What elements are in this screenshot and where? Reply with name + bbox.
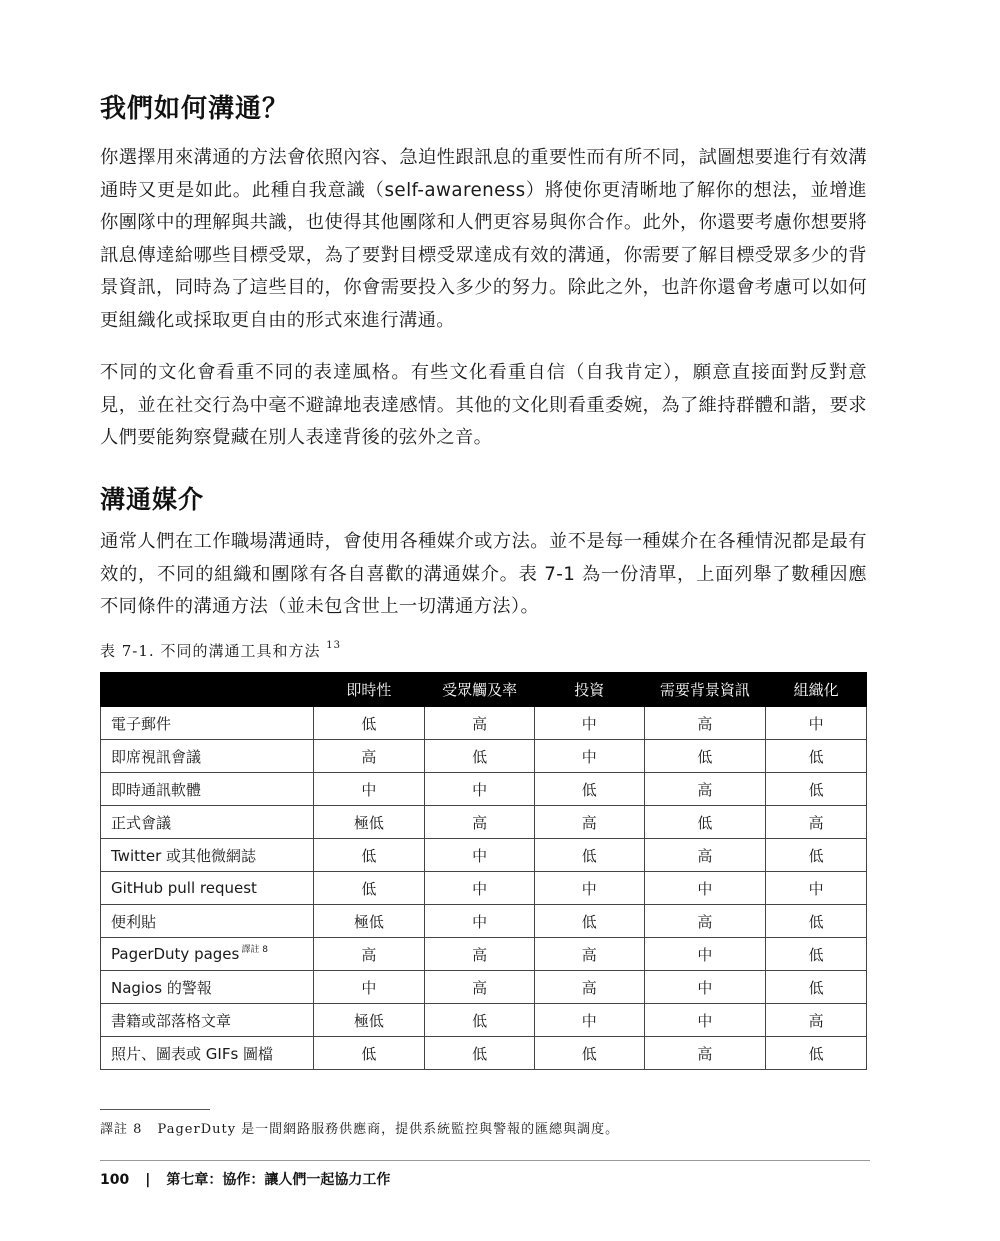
- rating-cell: 低: [425, 1037, 535, 1070]
- tool-name: 書籍或部落格文章: [111, 1011, 232, 1030]
- rating-cell: 低: [644, 740, 766, 773]
- rating-cell: 低: [313, 839, 425, 872]
- rating-cell: 中: [425, 773, 535, 806]
- rating-cell: 高: [425, 938, 535, 971]
- rating-cell: 極低: [313, 806, 425, 839]
- table-row: [101, 905, 867, 938]
- footer-divider: [100, 1160, 870, 1161]
- rating-cell: 高: [534, 806, 644, 839]
- tool-name-cell: [101, 806, 314, 839]
- tool-name: 電子郵件: [111, 714, 172, 733]
- tool-name: Twitter 或其他微網誌: [111, 846, 257, 865]
- tool-name: 便利貼: [111, 912, 157, 931]
- tool-name-cell: [101, 905, 314, 938]
- footnote-text: PagerDuty 是一間網路服務供應商，提供系統監控與警報的匯總與調度。: [157, 1122, 620, 1137]
- rating-cell: 高: [425, 971, 535, 1004]
- rating-cell: 低: [534, 1037, 644, 1070]
- table-header-cell: 投資: [534, 673, 644, 707]
- tool-name: 照片、圖表或 GIFs 圖檔: [111, 1044, 274, 1063]
- rating-cell: 中: [534, 707, 644, 740]
- table-row: [101, 707, 867, 740]
- table-caption-text: 表 7-1. 不同的溝通工具和方法: [100, 642, 321, 660]
- table-header-cell: 即時性: [313, 673, 425, 707]
- rating-cell: 中: [644, 938, 766, 971]
- tool-name-cell: [101, 1004, 314, 1037]
- paragraph-communication-methods: 你選擇用來溝通的方法會依照內容、急迫性跟訊息的重要性而有所不同，試圖想要進行有效溝通時又更是如此。此種自我意識（self-awareness）將使你更清晰地了解你的想法，並增進你團隊中的理解與共識，也使得其他團隊和人們更容易與你合作。此外，你還要考慮你想要將訊息傳達給哪些目標受眾，為了要對目標受眾達成有效的溝通，你需要了解目標受眾多少的背景資訊，同時為了這些目的，你會需要投入多少的努力。除此之外，也許你還會考慮可以如何更組織化或採取更自由的形式來進行溝通。: [100, 147, 867, 331]
- rating-cell: 中: [644, 872, 766, 905]
- table-header-row: [101, 673, 867, 707]
- chapter-title: 第七章：協作：讓人們一起協力工作: [166, 1172, 391, 1188]
- tool-name: 即席視訊會議: [111, 747, 202, 766]
- footnote-divider: [100, 1109, 210, 1110]
- rating-cell: 低: [644, 806, 766, 839]
- rating-cell: 低: [766, 938, 867, 971]
- tool-name-cell: [101, 971, 314, 1004]
- rating-cell: 低: [534, 839, 644, 872]
- rating-cell: 中: [534, 1004, 644, 1037]
- rating-cell: 中: [766, 707, 867, 740]
- rating-cell: 高: [425, 806, 535, 839]
- rating-cell: 低: [766, 971, 867, 1004]
- tool-name-cell: [101, 872, 314, 905]
- tool-name-cell: [101, 839, 314, 872]
- page-footer: [100, 1169, 390, 1189]
- table-row: [101, 1037, 867, 1070]
- tool-name: 即時通訊軟體: [111, 780, 202, 799]
- rating-cell: 低: [313, 1037, 425, 1070]
- section-heading: 我們如何溝通？: [100, 94, 290, 124]
- table-row: [101, 806, 867, 839]
- translator-note-ref: 譯註 8: [241, 945, 268, 955]
- rating-cell: 高: [766, 806, 867, 839]
- table-header-cell: 受眾觸及率: [425, 673, 535, 707]
- table-row: [101, 773, 867, 806]
- table-row: [101, 971, 867, 1004]
- rating-cell: 中: [313, 971, 425, 1004]
- communication-tools-table: [100, 672, 867, 1070]
- rating-cell: 低: [766, 839, 867, 872]
- rating-cell: 高: [534, 938, 644, 971]
- rating-cell: 中: [425, 905, 535, 938]
- rating-cell: 中: [534, 740, 644, 773]
- table-row: [101, 839, 867, 872]
- rating-cell: 高: [644, 905, 766, 938]
- table-header-cell: 需要背景資訊: [644, 673, 766, 707]
- rating-cell: 高: [534, 971, 644, 1004]
- footnote-label: 譯註 8: [100, 1122, 143, 1137]
- rating-cell: 中: [425, 872, 535, 905]
- table-row: [101, 740, 867, 773]
- tool-name: GitHub pull request: [111, 879, 257, 897]
- tool-name-cell: [101, 707, 314, 740]
- table-caption-footnote-ref: 13: [326, 640, 341, 651]
- rating-cell: 高: [644, 773, 766, 806]
- table-header-cell: [101, 673, 314, 707]
- subsection-heading: 溝通媒介: [100, 485, 205, 514]
- rating-cell: 高: [644, 1037, 766, 1070]
- rating-cell: 低: [766, 1037, 867, 1070]
- footer-separator: |: [145, 1172, 151, 1188]
- page-number: 100: [100, 1172, 130, 1188]
- rating-cell: 低: [534, 773, 644, 806]
- footnote: [100, 1118, 619, 1137]
- rating-cell: 低: [425, 740, 535, 773]
- paragraph-culture-styles: 不同的文化會看重不同的表達風格。有些文化看重自信（自我肯定），願意直接面對反對意見，並在社交行為中毫不避諱地表達感情。其他的文化則看重委婉，為了維持群體和諧，要求人們要能夠察覺藏在別人表達背後的弦外之音。: [100, 362, 867, 449]
- rating-cell: 中: [534, 872, 644, 905]
- rating-cell: 低: [766, 740, 867, 773]
- rating-cell: 低: [766, 773, 867, 806]
- table-body: [101, 707, 867, 1070]
- rating-cell: 中: [644, 971, 766, 1004]
- table-header-cell: 組織化: [766, 673, 867, 707]
- rating-cell: 中: [766, 872, 867, 905]
- rating-cell: 低: [313, 872, 425, 905]
- tool-name-cell: [101, 1037, 314, 1070]
- rating-cell: 低: [534, 905, 644, 938]
- rating-cell: 高: [644, 707, 766, 740]
- table-row: [101, 938, 867, 971]
- rating-cell: 中: [313, 773, 425, 806]
- rating-cell: 高: [644, 839, 766, 872]
- rating-cell: 極低: [313, 1004, 425, 1037]
- rating-cell: 低: [425, 1004, 535, 1037]
- tool-name-cell: [101, 740, 314, 773]
- rating-cell: 極低: [313, 905, 425, 938]
- tool-name-cell: [101, 938, 314, 971]
- tool-name: Nagios 的警報: [111, 978, 212, 997]
- tool-name: 正式會議: [111, 813, 172, 832]
- rating-cell: 中: [644, 1004, 766, 1037]
- rating-cell: 高: [425, 707, 535, 740]
- paragraph-communication-media: 通常人們在工作職場溝通時，會使用各種媒介或方法。並不是每一種媒介在各種情況都是最有效的，不同的組織和團隊有各自喜歡的溝通媒介。表 7-1 為一份清單，上面列舉了數種因應不同條件的溝通方法（並未包含世上一切溝通方法）。: [100, 531, 867, 618]
- rating-cell: 高: [313, 740, 425, 773]
- rating-cell: 低: [766, 905, 867, 938]
- tool-name: PagerDuty pages: [111, 945, 240, 963]
- rating-cell: 低: [313, 707, 425, 740]
- table-row: [101, 1004, 867, 1037]
- tool-name-cell: [101, 773, 314, 806]
- rating-cell: 高: [313, 938, 425, 971]
- rating-cell: 高: [766, 1004, 867, 1037]
- table-row: [101, 872, 867, 905]
- table-caption: [100, 640, 341, 661]
- rating-cell: 中: [425, 839, 535, 872]
